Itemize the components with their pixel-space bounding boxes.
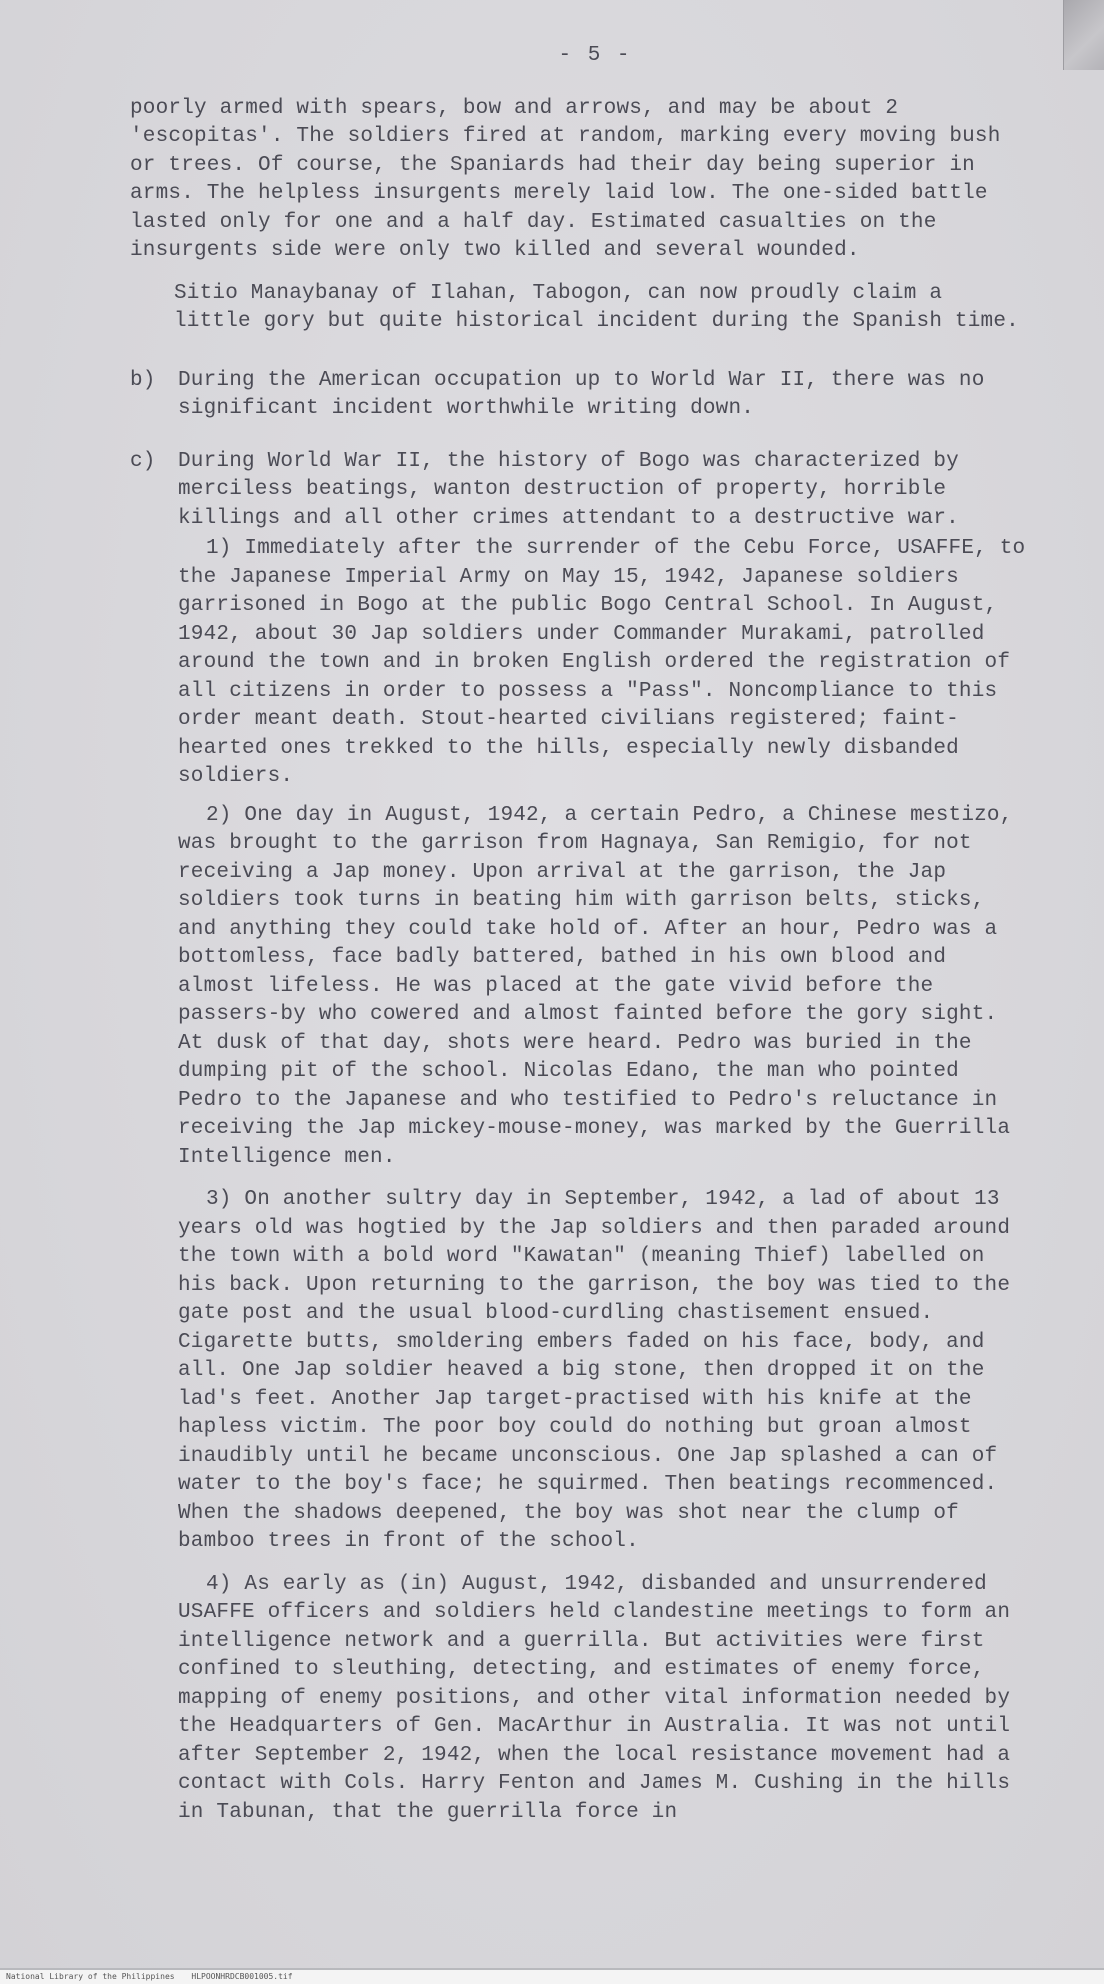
sitio-paragraph: Sitio Manaybanay of Ilahan, Tabogon, can now proudly claim a little gory but quite historical incident during the Spanish time.: [174, 281, 1019, 333]
subitem-1: 1) Immediately after the surrender of the Cebu Force, USAFFE, to the Japanese Imperial Army on May 15, 1942, Japanese soldiers garrisoned in Bogo at the public Bogo Central School. In August, 1942, about 30 Jap soldiers under Commander Murakami, patrolled around the town and in broken English ordered the registration of all citizens in order to possess a "Pass". Noncompliance to this order meant death. Stout-hearted civilians registered; faint-hearted ones trekked to the hills, especially newly disbanded soldiers.: [178, 537, 1039, 788]
footer-library: National Library of the Philippines: [6, 1972, 175, 1981]
typewritten-text: [130, 42, 1039, 1837]
subitem-3: 3) On another sultry day in September, 1942, a lad of about 13 years old was hogtied by the Jap soldiers and then paraded around the town with a bold word "Kawatan" (meaning Thief) labelled on his back. Upon returning to the garrison, the boy was tied to the gate post and the usual blood-curdling chastisement ensued. Cigarette butts, smoldering embers faded on his face, body, and all. One Jap soldier heaved a big stone, then dropped it on the lad's feet. Another Jap target-practised with his knife at the hapless victim. The poor boy could do nothing but groan almost inaudibly until he became unconscious. One Jap splashed a can of water to the boy's face; he squirmed. Then beatings recommenced. When the shadows deepened, the boy was shot near the clump of bamboo trees in front of the school.: [178, 1188, 1023, 1553]
list-item-c: [130, 448, 1039, 1838]
list-item-b: [130, 367, 1030, 424]
intro-paragraph: poorly armed with spears, bow and arrows, and may be about 2 'escopitas'. The soldiers fired at random, marking every moving bush or trees. Of course, the Spaniards had their day being superior in arms. The helpless insurgents merely laid low. The one-sided battle lasted only for one and a half day. Estimated casualties on the insurgents side were only two killed and several wounded.: [130, 96, 1014, 262]
subitem-4: 4) As early as (in) August, 1942, disbanded and unsurrendered USAFFE officers and soldiers held clandestine meetings to form an intelligence network and a guerrilla. But activities were first confined to sleuthing, detecting, and estimates of enemy force, mapping of enemy positions, and other vital information needed by the Headquarters of Gen. MacArthur in Australia. It was not until after September 2, 1942, when the local resistance movement had a contact with Cols. Harry Fenton and James M. Cushing in the hills in Tabunan, that the guerrilla force in: [178, 1572, 1023, 1824]
list-text: During World War II, the history of Bogo was characterized by merciless beatings, wanton destruction of property, horrible killings and all other crimes attendant to a destructive war.: [178, 449, 972, 530]
page-number: - 5 -: [558, 44, 632, 67]
footer-file: HLPOONHRDCB001005.tif: [191, 1972, 293, 1981]
subitem-2: 2) One day in August, 1942, a certain Pedro, a Chinese mestizo, was brought to the garrison from Hagnaya, San Remigio, for not receiving a Jap money. Upon arrival at the garrison, the Jap soldiers took turns in beating him with garrison belts, sticks, and anything they could take hold of. After an hour, Pedro was a bottomless, face badly battered, bathed in his own blood and almost lifeless. He was placed at the gate vivid before the passers-by who cowered and almost fainted before the gory sight. At dusk of that day, shots were heard. Pedro was buried in the dumping pit of the school. Nicolas Edano, the man who pointed Pedro to the Japanese and who testified to Pedro's reluctance in receiving the Jap mickey-mouse-money, was marked by the Guerrilla Intelligence men.: [178, 803, 1026, 1169]
list-text: During the American occupation up to World War II, there was no significant incident worthwhile writing down.: [178, 368, 998, 420]
scan-footer: [0, 1970, 1104, 1984]
list-label: b): [130, 368, 156, 392]
list-label: c): [130, 449, 156, 473]
folded-corner: [1063, 0, 1104, 70]
